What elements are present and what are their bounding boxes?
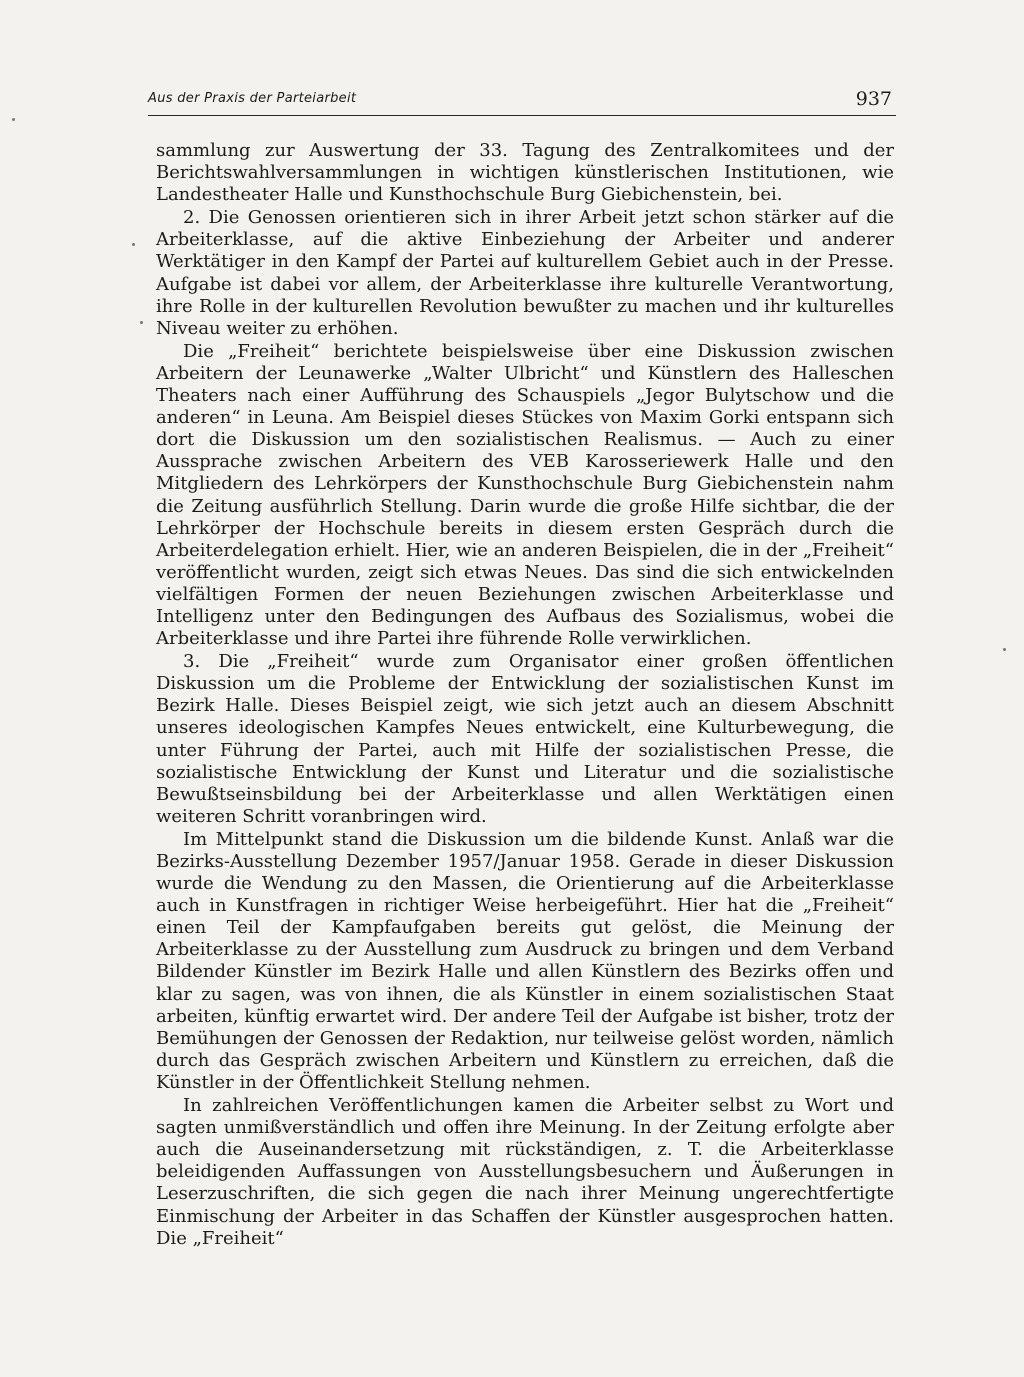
body-text [156, 140, 894, 1250]
print-speck [12, 118, 15, 121]
running-head [148, 88, 898, 112]
paragraph-continuation: sammlung zur Auswertung der 33. Tagung des Zentralkomitees und der Berichtswahlversammlungen in wichtigen künstlerischen Institutionen, wie Landestheater Halle und Kunsthochschule Burg Giebichenstein, bei. [156, 140, 894, 206]
paragraph-arbeiter-wort: In zahlreichen Veröffentlichungen kamen die Arbeiter selbst zu Wort und sagten unmißverständlich und offen ihre Meinung. In der Zeitung erfolgte aber auch die Auseinandersetzung mit rückständigen, z. T. die Arbeiterklasse beleidigenden Auffassungen von Ausstellungsbesuchern und Äußerungen in Leserzuschriften, die sich gegen die nach ihrer Meinung ungerechtfertigte Einmischung der Arbeiter in das Schaffen der Künstler ausgesprochen hatten. Die „Freiheit“ [156, 1095, 894, 1249]
header-rule [148, 115, 896, 116]
print-speck [132, 243, 135, 246]
paragraph-point-2: 2. Die Genossen orientieren sich in ihrer Arbeit jetzt schon stärker auf die Arbeiterklasse, auf die aktive Einbeziehung der Arbeiter und anderer Werktätiger in den Kampf der Partei auf kulturellem Gebiet auch in der Presse. Aufgabe ist dabei vor allem, der Arbeiterklasse ihre kulturelle Verantwortung, ihre Rolle in der kulturellen Revolution bewußter zu machen und ihr kulturelles Niveau weiter zu erhöhen. [156, 207, 894, 339]
page-number: 937 [855, 88, 892, 110]
paragraph-freiheit-discussion: Die „Freiheit“ berichtete beispielsweise über eine Diskussion zwischen Arbeitern der Leunawerke „Walter Ulbricht“ und Künstlern des Halleschen Theaters nach einer Aufführung des Schauspiels „Jegor Bulytschow und die anderen“ in Leuna. Am Beispiel dieses Stückes von Maxim Gorki entspann sich dort die Diskussion um den sozialistischen Realismus. — Auch zu einer Aussprache zwischen Arbeitern des VEB Karosseriewerk Halle und den Mitgliedern des Lehrkörpers der Kunsthochschule Burg Giebichenstein nahm die Zeitung ausführlich Stellung. Darin wurde die große Hilfe sichtbar, die der Lehrkörper der Hochschule bereits in diesem ersten Gespräch durch die Arbeiterdelegation erhielt. Hier, wie an anderen Beispielen, die in der „Freiheit“ veröffentlicht wurden, zeigt sich etwas Neues. Das sind die sich entwickelnden vielfältigen Formen der neuen Beziehungen zwischen Arbeiterklasse und Intelligenz unter den Bedingungen des Aufbaus des Sozialismus, wobei die Arbeiterklasse und ihre Partei ihre führende Rolle verwirklichen. [156, 340, 894, 650]
paragraph-point-3: 3. Die „Freiheit“ wurde zum Organisator einer großen öffentlichen Diskussion um die Probleme der Entwicklung der sozialistischen Kunst im Bezirk Halle. Dieses Beispiel zeigt, wie sich jetzt auch an diesem Abschnitt unseres ideologischen Kampfes Neues entwickelt, eine Kulturbewegung, die unter Führung der Partei, auch mit Hilfe der sozialistischen Presse, die sozialistische Entwicklung der Kunst und Literatur und die sozialistische Bewußtseinsbildung bei der Arbeiterklasse und allen Werktätigen einen weiteren Schritt voranbringen wird. [156, 651, 894, 827]
print-speck [140, 321, 143, 324]
running-title: Aus der Praxis der Parteiarbeit [148, 91, 357, 106]
print-speck [1003, 648, 1006, 651]
paragraph-bildende-kunst: Im Mittelpunkt stand die Diskussion um die bildende Kunst. Anlaß war die Bezirks-Ausstellung Dezember 1957/Januar 1958. Gerade in dieser Diskussion wurde die Wendung zu den Massen, die Orientierung auf die Arbeiterklasse auch in Kunstfragen in richtiger Weise herbeigeführt. Hier hat die „Freiheit“ einen Teil der Kampfaufgaben bereits gut gelöst, die Meinung der Arbeiterklasse zu der Ausstellung zum Ausdruck zu bringen und dem Verband Bildender Künstler im Bezirk Halle und allen Künstlern des Bezirks offen und klar zu sagen, was von ihnen, die als Künstler in einem sozialistischen Staat arbeiten, künftig erwartet wird. Der andere Teil der Aufgabe ist bisher, trotz der Bemühungen der Genossen der Redaktion, nur teilweise gelöst worden, nämlich durch das Gespräch zwischen Arbeitern und Künstlern zu erreichen, daß die Künstler in der Öffentlichkeit Stellung nehmen. [156, 828, 894, 1093]
